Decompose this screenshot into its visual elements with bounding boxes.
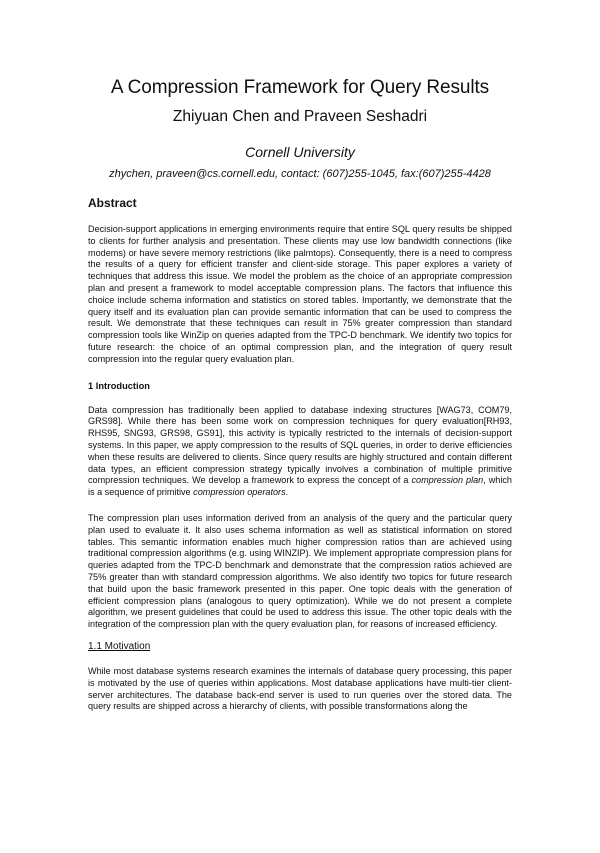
author-contact: zhychen, praveen@cs.cornell.edu, contact: (607)255-1045, fax:(607)255-4428 [109, 168, 491, 180]
paper-authors: Zhiyuan Chen and Praveen Seshadri [172, 108, 428, 125]
intro-p1-text: Data compression has traditionally been applied to database indexing structures [WAG73, COM79, GRS98]. While there has been some work on compression techniques for query evaluation[RH93, RHS95, SNG93, GRS98, GS91], this activity is typically restricted to the internals of decision-support systems. In this paper, we apply compression to the results of SQL queries, in order to derive efficiencies when these results are delivered to clients. Since query results are highly structured and contain different data types, an efficient compression strategy typically involves a combination of multiple primitive compression techniques. We develop a framework to express the concept of a [88, 404, 512, 486]
subsection-heading-motivation: 1.1 Motivation [88, 640, 151, 652]
abstract-heading: Abstract [88, 196, 137, 210]
intro-paragraph-1 [88, 405, 512, 499]
abstract-text: Decision-support applications in emerging environments require that entire SQL query results be shipped to clients for further analysis and presentation. These clients may use low bandwidth connections (like modems) or have severe memory restrictions (like palmtops). Consequently, there is a need to compress the results of a query for efficient transfer and client-side storage. This paper explores a variety of techniques that address this issue. We model the problem as the choice of an appropriate compression plan and present a framework to model acceptable compression plans. The factors that influence this choice include schema information and statistics on stored tables. Importantly, we demonstrate that the query itself and its evaluation plan can provide semantic information that can be used to compress the result. We demonstrate that these techniques can result in 75% greater compression than standard compression tools like WinZip on queries adapted from the TPC-D benchmark. We identify two topics for future research: the choice of an optimal compression plan, and the integration of query result compression into the regular query evaluation plan. [88, 224, 512, 364]
term-compression-operators: compression operators [193, 487, 286, 498]
paper-page [0, 77, 600, 853]
term-compression-plan: compression plan [411, 475, 484, 486]
author-affiliation: Cornell University [245, 144, 355, 160]
motivation-paragraph: While most database systems research examines the internals of database query processing, this paper is motivated by the use of queries within applications. Most database applications have multi-tier client-server architectures. The database back-end server is used to run queries over the stored data. The query results are shipped across a hierarchy of clients, with possible transformations along the [88, 665, 512, 712]
paper-title: A Compression Framework for Query Results [110, 77, 490, 98]
section-heading-introduction: 1 Introduction [88, 380, 150, 391]
intro-p1-mid: , which is a sequence of primitive [88, 475, 512, 498]
intro-paragraph-2: The compression plan uses information derived from an analysis of the query and the particular query plan used to evaluate it. It also uses schema information as well as statistical information on stored tables. This semantic information enables much higher compression ratios than are achieved using traditional compression algorithms (e.g. using WINZIP). We implement appropriate compression plans for queries adapted from the TPC-D benchmark and demonstrate that the compression ratios achieved are 75% greater than with standard compression algorithms. We also identify two topics for future research that build upon the basic framework presented in this paper. One topic deals with the generation of efficient compression plans (analogous to query optimization). While we do not present a complete algorithm, we present guidelines that could be used to address this issue. The other topic deals with the integration of the compression plan with the query evaluation plan, for reasons of increased efficiency. [88, 512, 512, 630]
intro-p1-end: . [285, 487, 289, 498]
